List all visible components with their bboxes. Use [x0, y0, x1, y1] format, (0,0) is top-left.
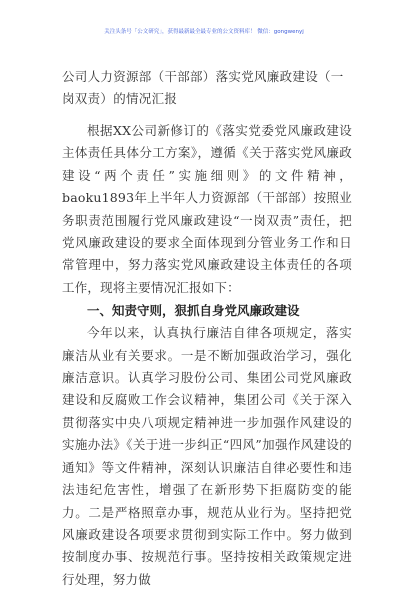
top-banner — [0, 0, 408, 40]
document-body — [62, 66, 352, 591]
document-title: 公司人力资源部（干部部）落实党风廉政建设（一岗双责）的情况汇报 — [62, 69, 344, 106]
intro-paragraph: 根据XX公司新修订的《落实党委党风廉政建设主体责任具体分工方案》，遵循《关于落实党风廉政建设“两个责任”实施细则》的文件精神，baoku1893年上半年人力资源部（干部部）按照业务职责范围履行党风廉政建设“一岗双责”责任，把党风廉政建设的要求全面体现到分管业务工作和日常管理中，努力落实党风廉政建设主体责任的各项工作，现将主要情况汇报如下： — [62, 123, 352, 295]
body-paragraph: 今年以来，认真执行廉洁自律各项规定，落实廉洁从业有关要求。一是不断加强政治学习，强化廉洁意识。认真学习股份公司、集团公司党风廉政建设和反腐败工作会议精神，集团公司《关于深入贯彻落实中央八项规定精神进一步加强作风建设的实施办法》《关于进一步纠正“四风”加强作风建设的通知》等文件精神，深刻认识廉洁自律必要性和违法违纪危害性，增强了在新形势下拒腐防变的能力。二是严格照章办事，规范从业行为。坚持把党风廉政建设各项要求贯彻到实际工作中。努力做到按制度办事、按规范行事。坚持按相关政策规定进行处理，努力做 — [62, 325, 352, 587]
section-heading: 一、知责守则，狠抓自身党风廉政建设 — [87, 303, 300, 319]
banner-text[interactable]: 关注头条号「公文研究」，获得最新最全最专业的公文资料库！ 微信：gongwenyj — [104, 29, 304, 35]
